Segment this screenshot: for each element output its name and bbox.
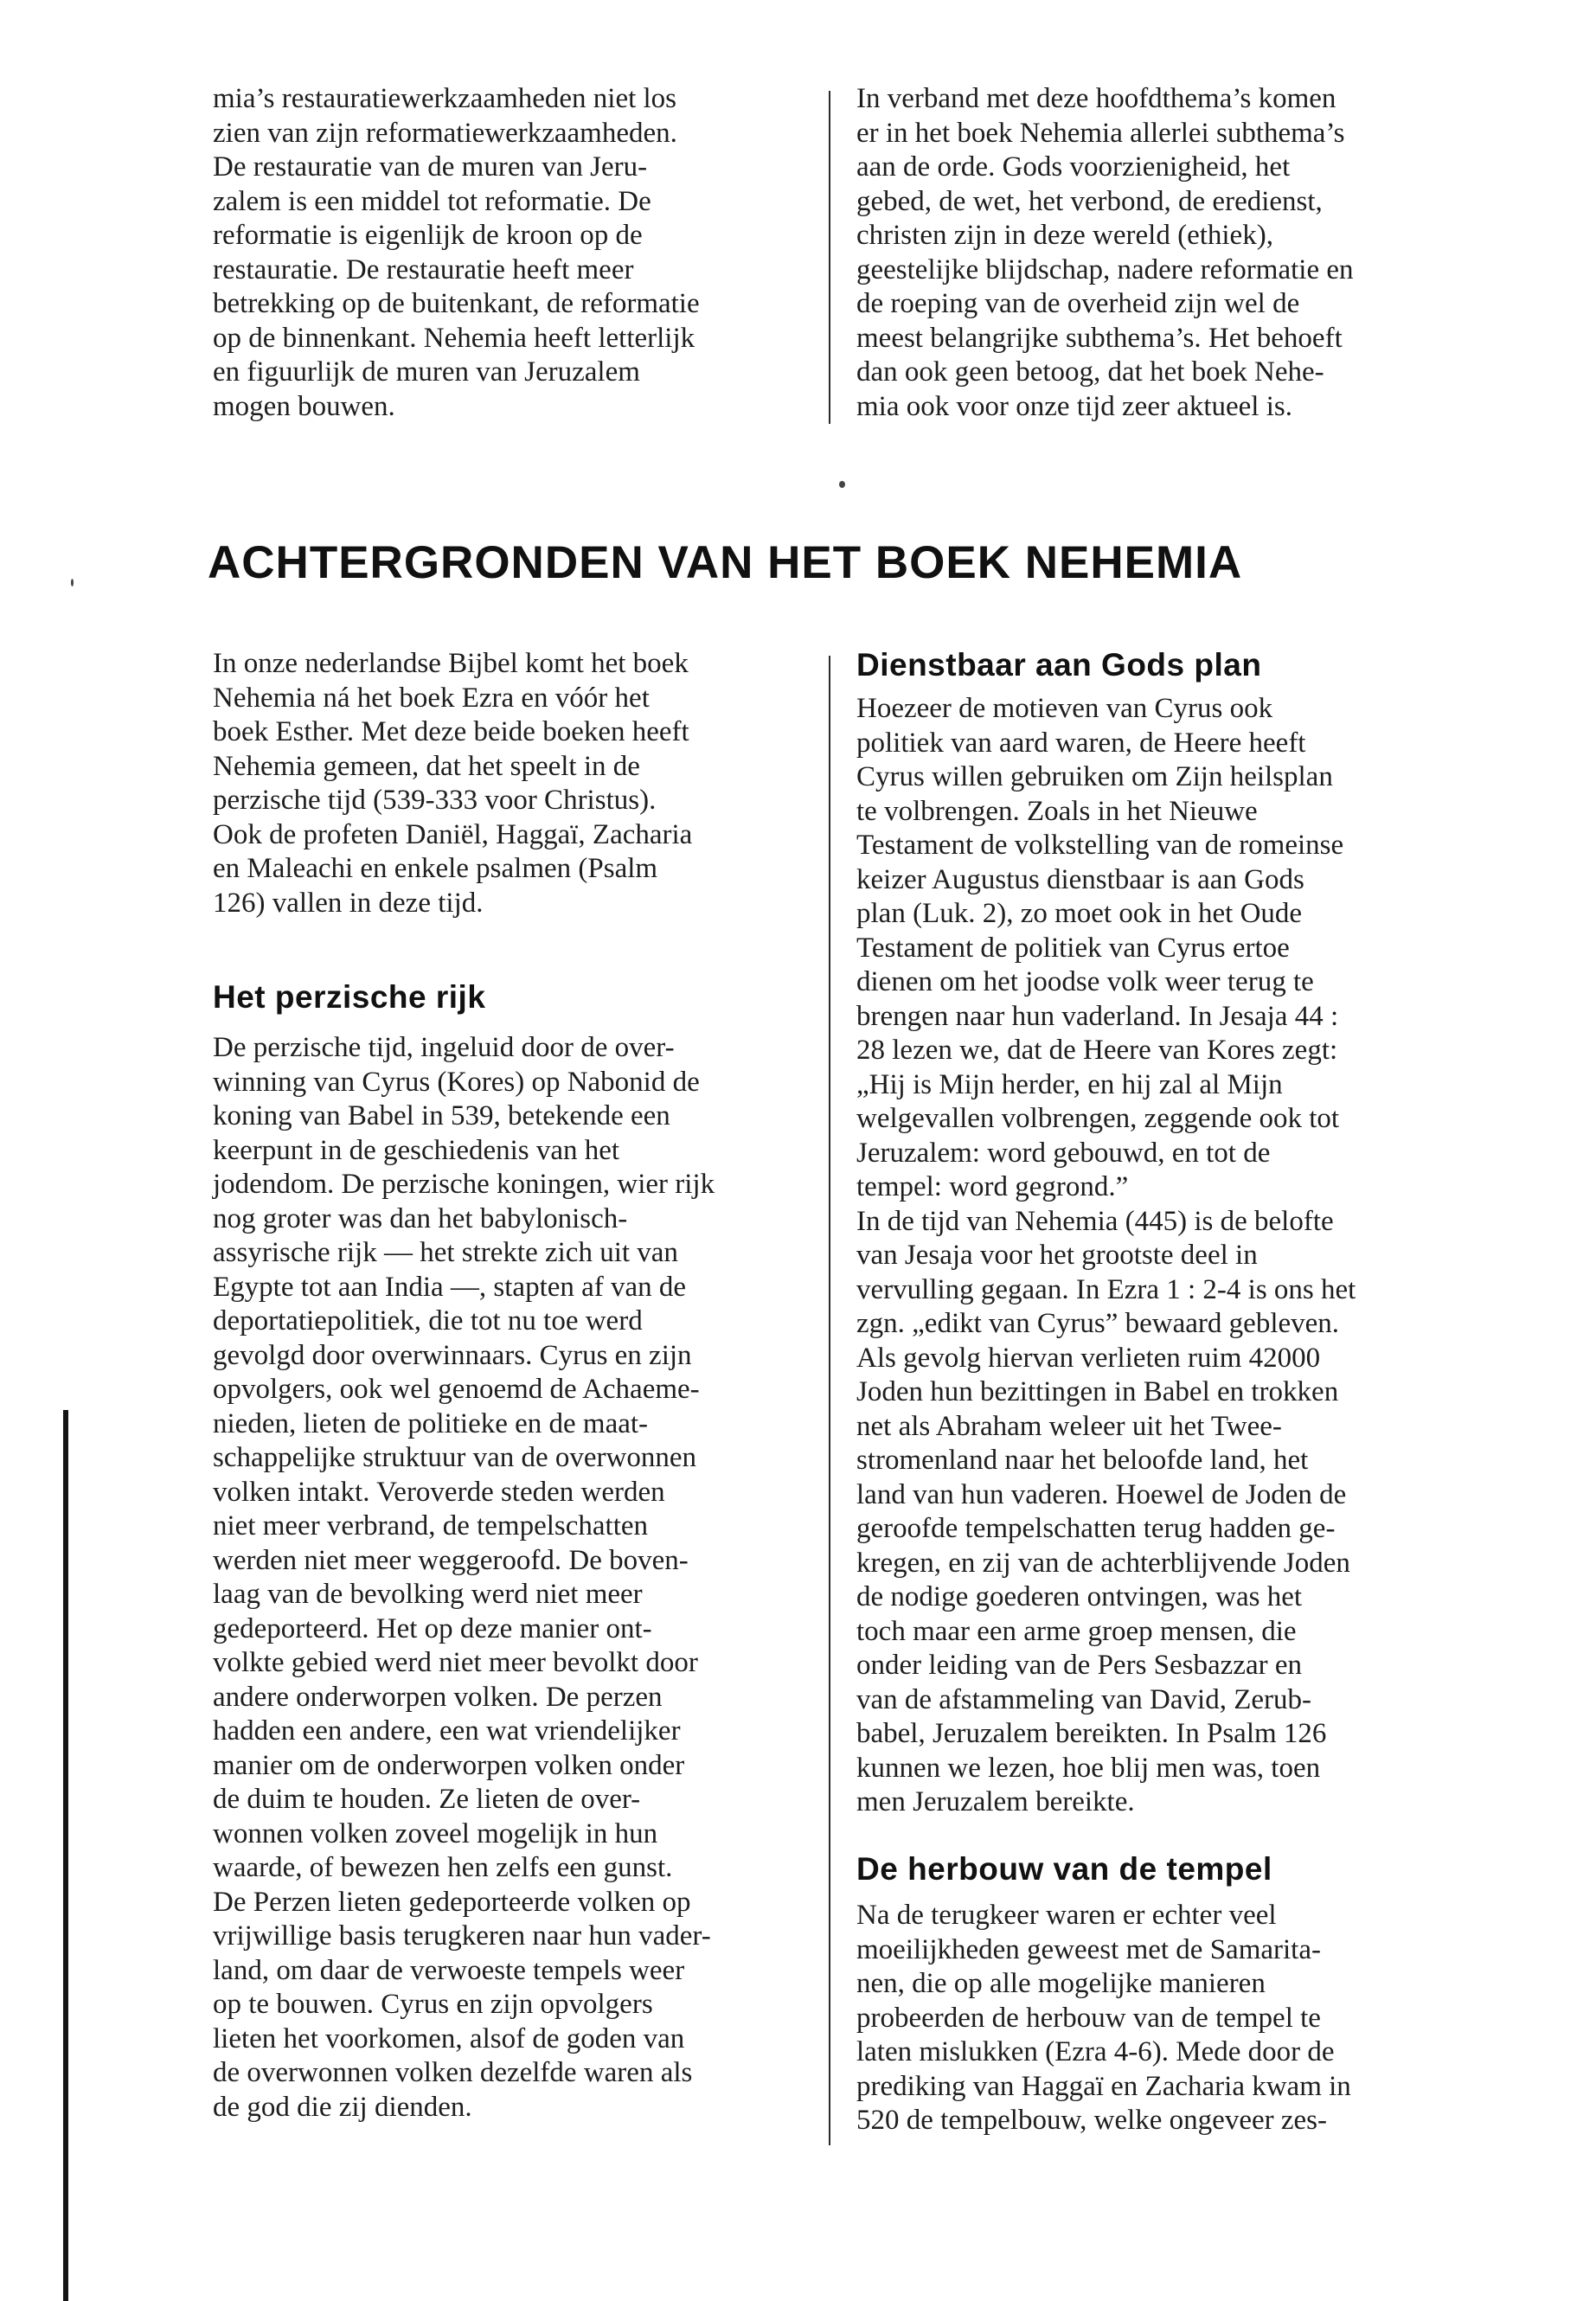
section-heading-herbouw-tempel: De herbouw van de tempel <box>856 1851 1272 1887</box>
column-divider-top <box>829 91 830 424</box>
top-right-paragraph: In verband met deze hoofdthema’s komen er in het boek Nehemia allerlei subthema’s aan de orde. Gods voorzienigheid, het gebed, de wet, het verbond, de eredienst, christen zijn in deze wereld (ethiek), geestelijke blijdschap, nadere reformatie en de roeping van de overheid zijn wel de meest belangrijke subthema’s. Het behoeft dan ook geen betoog, dat het boek Nehe- mia ook voor onze tijd zeer aktueel is. <box>856 83 1354 422</box>
column-divider-main <box>829 656 830 2145</box>
section-paragraph-perzische-rijk: De perzische tijd, ingeluid door de over- winning van Cyrus (Kores) op Nabonid de koning van Babel in 539, betekende een keerpunt in de geschiedenis van het jodendom. De perzische koningen, wier rijk nog groter was dan het babylonisch- assyrische rijk — het strekte zich uit van Egypte tot aan India —, stapten af van de deportatiepolitiek, die tot nu toe werd gevolgd door overwinnaars. Cyrus en zijn opvolgers, ook wel genoemd de Achaeme- nieden, lieten de politieke en de maat- schappelijke struktuur van de overwonnen volken intakt. Veroverde steden werden niet meer verbrand, de tempelschatten werden niet meer weggeroofd. De boven- laag van de bevolking werd niet meer gedeporteerd. Het op deze manier ont- volkte gebied werd niet meer bevolkt door andere onderworpen volken. De perzen hadden een andere, een wat vriendelijker manier om de onderworpen volken onder de duim te houden. Ze lieten de over- wonnen volken zoveel mogelijk in hun waarde, of bewezen hen zelfs een gunst. De Perzen lieten gedeporteerde volken op vrijwillige basis terugkeren naar hun vader- land, om daar de verwoeste tempels weer op te bouwen. Cyrus en zijn opvolgers lieten het voorkomen, alsof de goden van de overwonnen volken dezelfde waren als de god die zij dienden. <box>213 1032 715 2123</box>
section-heading-perzische-rijk: Het perzische rijk <box>213 979 486 1015</box>
section-heading-dienstbaar: Dienstbaar aan Gods plan <box>856 647 1262 683</box>
article-heading: ACHTERGRONDEN VAN HET BOEK NEHEMIA <box>208 537 1243 588</box>
binding-edge-shadow <box>63 1410 68 2301</box>
section-paragraph-dienstbaar: Hoezeer de motieven van Cyrus ook politiek van aard waren, de Heere heeft Cyrus willen gebruiken om Zijn heilsplan te volbrengen. Zoals in het Nieuwe Testament de volkstelling van de romeinse keizer Augustus dienstbaar is aan Gods plan (Luk. 2), zo moet ook in het Oude Testament de politiek van Cyrus ertoe dienen om het joodse volk weer terug te brengen naar hun vaderland. In Jesaja 44 : 28 lezen we, dat de Heere van Kores zegt: „Hij is Mijn herder, en hij zal al Mijn welgevallen volbrengen, zeggende ook tot Jeruzalem: word gebouwd, en tot de tempel: word gegrond.” In de tijd van Nehemia (445) is de belofte van Jesaja voor het grootste deel in vervulling gegaan. In Ezra 1 : 2-4 is ons het zgn. „edikt van Cyrus” bewaard gebleven. Als gevolg hiervan verlieten ruim 42000 Joden hun bezittingen in Babel en trokken net als Abraham weleer uit het Twee- stromenland naar het beloofde land, het land van hun vaderen. Hoewel de Joden de geroofde tempelschatten terug hadden ge- kregen, en zij van de achterblijvende Joden de nodige goederen ontvingen, was het toch maar een arme groep mensen, die onder leiding van de Pers Sesbazzar en van de afstammeling van David, Zerub- babel, Jeruzalem bereikten. In Psalm 126 kunnen we lezen, hoe blij men was, toen men Jeruzalem bereikte. <box>856 693 1356 1817</box>
top-left-paragraph: mia’s restauratiewerkzaamheden niet los zien van zijn reformatiewerkzaamheden. De restauratie van de muren van Jeru- zalem is een middel tot reformatie. De reformatie is eigenlijk de kroon op de restauratie. De restauratie heeft meer betrekking op de buitenkant, de reformatie op de binnenkant. Nehemia heeft letterlijk en figuurlijk de muren van Jeruzalem mogen bouwen. <box>213 83 700 422</box>
section-paragraph-herbouw-tempel: Na de terugkeer waren er echter veel moeilijkheden geweest met de Samarita- nen, die op alle mogelijke manieren probeerden de herbouw van de tempel te laten mislukken (Ezra 4-6). Mede door de prediking van Haggaï en Zacharia kwam in 520 de tempelbouw, welke ongeveer zes- <box>856 1900 1351 2136</box>
ink-speck <box>71 579 74 586</box>
intro-paragraph: In onze nederlandse Bijbel komt het boek Nehemia ná het boek Ezra en vóór het boek Esther. Met deze beide boeken heeft Nehemia gemeen, dat het speelt in de perzische tijd (539-333 voor Christus). Ook de profeten Daniël, Haggaï, Zacharia en Maleachi en enkele psalmen (Psalm 126) vallen in deze tijd. <box>213 648 693 919</box>
ink-speck <box>839 481 845 488</box>
